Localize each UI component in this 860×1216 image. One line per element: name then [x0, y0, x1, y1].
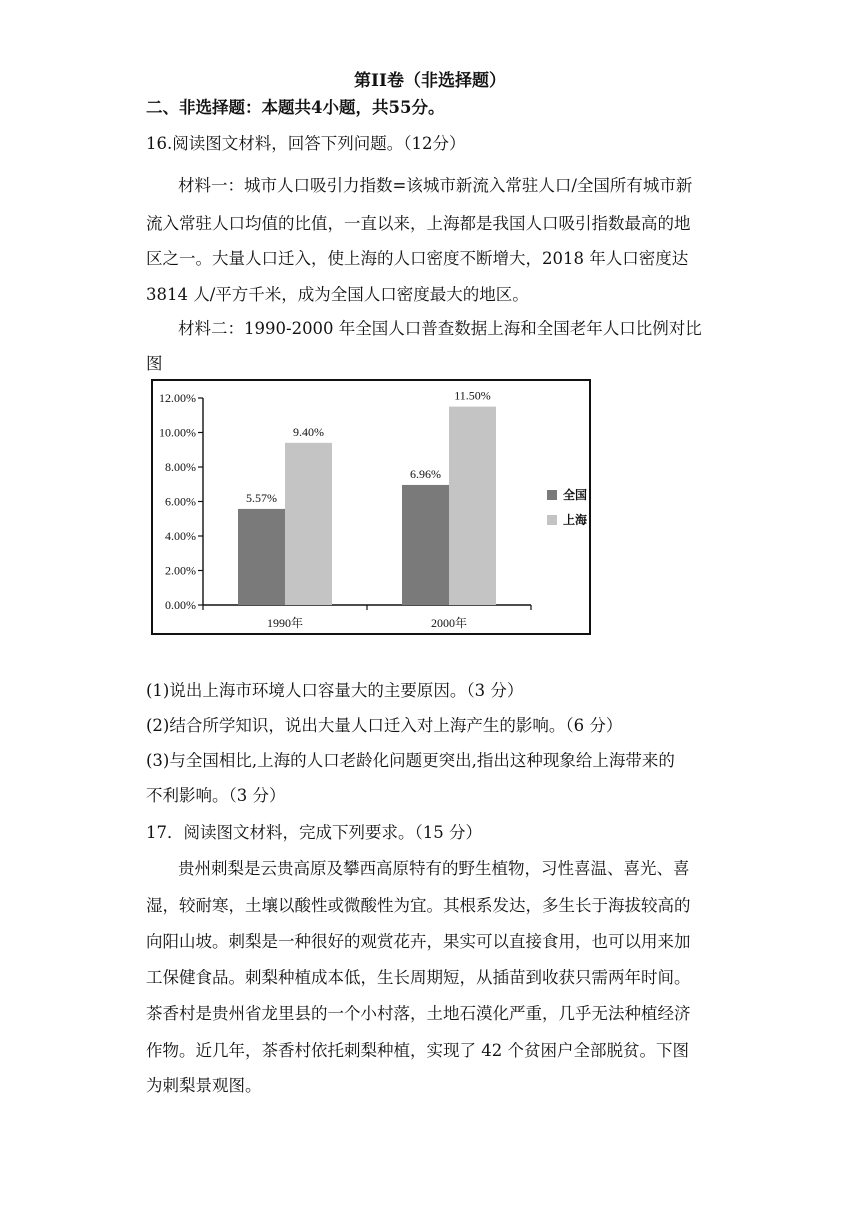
bar-全国: [238, 509, 285, 605]
legend-label: 上海: [563, 513, 588, 527]
elderly-population-chart: [151, 379, 591, 635]
q16-material1-line: 流入常驻人口均值的比值，一直以来，上海都是我国人口吸引指数最高的地: [146, 214, 691, 233]
legend-swatch: [547, 490, 557, 500]
q17-line: 为刺梨景观图。: [146, 1076, 262, 1095]
q16-material1-line: 区之一。大量人口迁入，使上海的人口密度不断增大，2018 年人口密度达: [146, 249, 689, 268]
q16-question-1: (1)说出上海市环境人口容量大的主要原因。（3 分）: [146, 681, 524, 700]
q16-question-2: (2)结合所学知识，说出大量人口迁入对上海产生的影响。（6 分）: [146, 716, 623, 735]
legend-label: 全国: [563, 488, 588, 502]
q16-material1-line: 材料一：城市人口吸引力指数=该城市新流入常驻人口/全国所有城市新: [178, 176, 693, 195]
bar-chart-svg: [153, 381, 589, 633]
section-title: 第II卷（非选择题）: [354, 71, 506, 91]
q16-material2-line: 材料二：1990-2000 年全国人口普查数据上海和全国老年人口比例对比: [178, 319, 702, 338]
y-tick-label: 0.00%: [165, 598, 196, 612]
legend-swatch: [547, 515, 557, 525]
x-tick-label: 1990年: [266, 616, 304, 630]
q17-line: 贵州刺梨是云贵高原及攀西高原特有的野生植物，习性喜温、喜光、喜: [178, 859, 690, 878]
bar-上海: [449, 407, 496, 605]
bar-上海: [285, 443, 332, 605]
y-tick-label: 6.00%: [165, 494, 196, 509]
data-label: 9.40%: [293, 424, 324, 439]
q17-line: 茶香村是贵州省龙里县的一个小村落，土地石漠化严重，几乎无法种植经济: [146, 1004, 691, 1023]
q17-line: 工保健食品。刺梨种植成本低，生长周期短，从插苗到收获只需两年时间。: [146, 968, 691, 987]
q16-material1-line: 3814 人/平方千米，成为全国人口密度最大的地区。: [146, 285, 529, 304]
data-label: 6.96%: [410, 466, 441, 481]
q16-material2-line: 图: [146, 354, 163, 373]
y-tick-label: 2.00%: [165, 563, 196, 578]
q17-line: 向阳山坡。刺梨是一种很好的观赏花卉，果实可以直接食用，也可以用来加: [146, 932, 691, 951]
q17-intro: 17．阅读图文材料，完成下列要求。（15 分）: [146, 823, 482, 842]
q16-question-3-cont: 不利影响。（3 分）: [146, 786, 286, 805]
data-label: 11.50%: [454, 388, 491, 403]
y-tick-label: 4.00%: [165, 529, 196, 543]
data-label: 5.57%: [246, 490, 277, 505]
section-heading: 二、非选择题：本题共4小题，共55分。: [146, 98, 445, 117]
y-tick-label: 12.00%: [159, 391, 196, 405]
q16-question-3: (3)与全国相比,上海的人口老龄化问题更突出,指出这种现象给上海带来的: [146, 751, 675, 770]
x-tick-label: 2000年: [430, 616, 468, 630]
q17-line: 作物。近几年，茶香村依托刺梨种植，实现了 42 个贫困户全部脱贫。下图: [146, 1041, 689, 1060]
y-tick-label: 10.00%: [159, 425, 196, 440]
q16-intro: 16.阅读图文材料，回答下列问题。（12分）: [146, 134, 466, 153]
bar-全国: [402, 485, 449, 605]
q17-line: 湿，较耐寒，土壤以酸性或微酸性为宜。其根系发达，多生长于海拔较高的: [146, 896, 691, 915]
y-tick-label: 8.00%: [165, 460, 196, 474]
